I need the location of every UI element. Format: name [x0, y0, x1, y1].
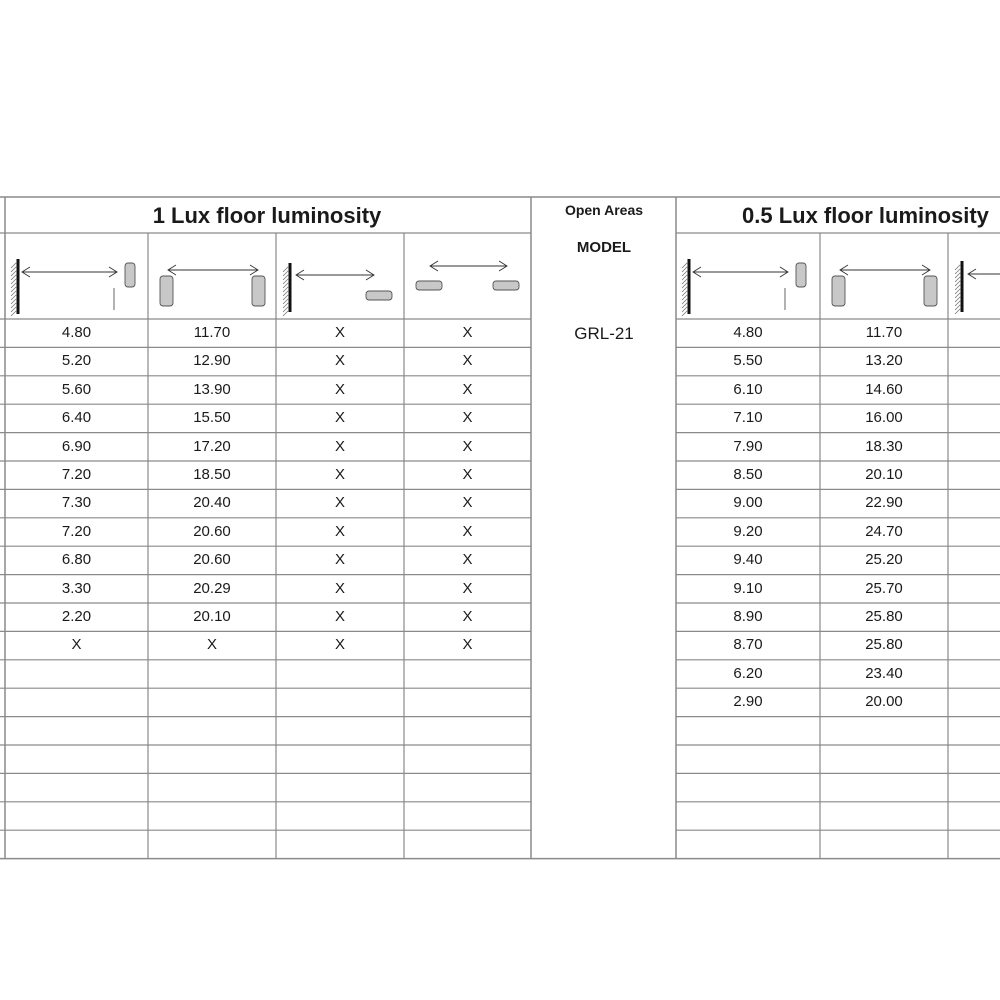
table-cell: X [334, 324, 345, 341]
table-cell [676, 773, 820, 801]
table-cell [820, 773, 948, 801]
table-cell: 7.30 [61, 494, 92, 512]
table-cell [404, 745, 531, 773]
table-cell [148, 773, 276, 801]
table-cell [820, 717, 948, 745]
table-cell [148, 830, 276, 858]
table-cell [5, 717, 148, 745]
table-cell: 25.80 [865, 636, 903, 654]
table-cell [5, 830, 148, 858]
table-cell [148, 660, 276, 688]
table-cell: 6.90 [61, 437, 92, 455]
table-cell: 6.10 [733, 380, 763, 398]
table-cell: X [334, 494, 345, 512]
table-cell [5, 660, 148, 688]
column-to-column-icon [160, 265, 265, 306]
table-cell: X [462, 324, 473, 341]
table-cell: 12.90 [193, 352, 231, 370]
table-cell [5, 688, 148, 716]
table-cell [404, 660, 531, 688]
table-cell: X [334, 466, 345, 483]
table-cell: X [462, 352, 473, 370]
table-cell: X [334, 579, 345, 597]
table-cell [404, 830, 531, 858]
table-cell: 20.10 [865, 466, 903, 483]
table-cell: 8.70 [733, 636, 763, 654]
table-cell: X [462, 409, 473, 427]
table-cell: 14.60 [865, 380, 903, 398]
table-cell: X [334, 352, 345, 370]
table-cell [276, 717, 404, 745]
left-group-title: 1 Lux floor luminosity [152, 203, 382, 228]
table-cell: X [334, 409, 345, 427]
table-cell [404, 717, 531, 745]
table-cell: 25.20 [865, 551, 903, 569]
table-cell [5, 802, 148, 830]
table-cell: 9.40 [733, 551, 763, 569]
table-cell: X [334, 437, 345, 455]
table-cell: 9.10 [733, 579, 763, 597]
table-cell: 20.60 [193, 522, 231, 540]
table-cell: 18.30 [865, 437, 903, 455]
table-cell [5, 745, 148, 773]
table-cell [404, 773, 531, 801]
table-cell [820, 745, 948, 773]
table-cell: 7.10 [733, 409, 763, 427]
table-cell: 9.00 [733, 494, 763, 512]
wall-partial-icon [955, 261, 1000, 314]
table-cell [676, 745, 820, 773]
table-cell [5, 773, 148, 801]
table-cell [820, 830, 948, 858]
table-cell: 8.50 [733, 466, 763, 483]
table-cell: 20.10 [193, 608, 231, 625]
table-cell: 13.20 [865, 352, 903, 370]
table-cell: 17.20 [193, 437, 231, 455]
table-cell: 5.50 [733, 352, 763, 370]
table-cell [404, 688, 531, 716]
table-cell: 2.90 [733, 693, 763, 711]
table-cell: 24.70 [865, 522, 903, 540]
table-cell: X [334, 551, 345, 569]
table-cell: X [334, 380, 345, 398]
model-value: GRL-21 [574, 324, 634, 343]
table-cell [676, 717, 820, 745]
table-cell: 20.00 [865, 693, 903, 711]
table-cell: X [334, 636, 345, 654]
table-cell: 13.90 [193, 380, 231, 398]
table-cell: 6.80 [61, 551, 92, 569]
table-cell [148, 717, 276, 745]
fixture-to-fixture-icon [416, 261, 519, 290]
table-cell: 25.80 [865, 608, 903, 625]
table-cell: 20.29 [193, 579, 231, 597]
table-cell [148, 745, 276, 773]
table-cell: X [462, 494, 473, 512]
table-cell [276, 660, 404, 688]
table-cell [276, 802, 404, 830]
table-cell: 7.20 [61, 466, 92, 483]
table-cell [276, 830, 404, 858]
table-cell: 8.90 [733, 608, 763, 625]
table-cell [148, 802, 276, 830]
table-cell [676, 830, 820, 858]
table-cell: 4.80 [733, 324, 763, 341]
table-cell: 5.60 [61, 380, 92, 398]
table-cell [676, 802, 820, 830]
table-cell [276, 745, 404, 773]
table-cell: 15.50 [193, 409, 231, 427]
table-cell: 9.20 [733, 522, 763, 540]
table-cell: X [206, 636, 217, 654]
table-cell [148, 688, 276, 716]
table-cell [276, 773, 404, 801]
table-cell: 20.40 [193, 494, 231, 512]
table-cell: X [462, 466, 473, 483]
table-cell: 20.60 [193, 551, 231, 569]
table-cell: 11.70 [193, 324, 231, 341]
model-label: MODEL [576, 239, 632, 256]
table-cell: X [462, 608, 473, 625]
column-to-column-icon [832, 265, 937, 306]
table-cell: 5.20 [61, 352, 92, 370]
table-cell [820, 802, 948, 830]
table-cell: X [462, 636, 473, 654]
table-cell [404, 802, 531, 830]
table-cell: X [462, 579, 473, 597]
table-cell: 2.20 [61, 608, 92, 625]
table-cell: X [462, 380, 473, 398]
wall-to-column-icon [682, 259, 806, 316]
open-areas-label: Open Areas [564, 202, 644, 218]
table-cell: X [462, 522, 473, 540]
table-cell: X [334, 608, 345, 625]
table-cell: 6.20 [733, 664, 763, 682]
table-cell: 7.90 [733, 437, 763, 455]
table-cell: X [462, 551, 473, 569]
table-cell: 23.40 [865, 664, 903, 682]
table-cell: 4.80 [61, 324, 92, 341]
table-cell: 11.70 [865, 324, 903, 341]
table-cell [276, 688, 404, 716]
table-cell: 25.70 [865, 579, 903, 597]
table-cell: 3.30 [61, 579, 92, 597]
right-group-title: 0.5 Lux floor luminosity [742, 203, 989, 228]
wall-to-fixture-icon [283, 263, 392, 316]
table-cell: 22.90 [865, 494, 903, 512]
wall-to-column-icon [11, 259, 135, 316]
table-cell: X [71, 636, 82, 654]
table-cell: 6.40 [61, 409, 92, 427]
table-cell: X [334, 522, 345, 540]
table-cell: 16.00 [865, 409, 903, 427]
table-cell: 7.20 [61, 522, 92, 540]
table-cell: 18.50 [193, 466, 231, 483]
table-cell: X [462, 437, 473, 455]
